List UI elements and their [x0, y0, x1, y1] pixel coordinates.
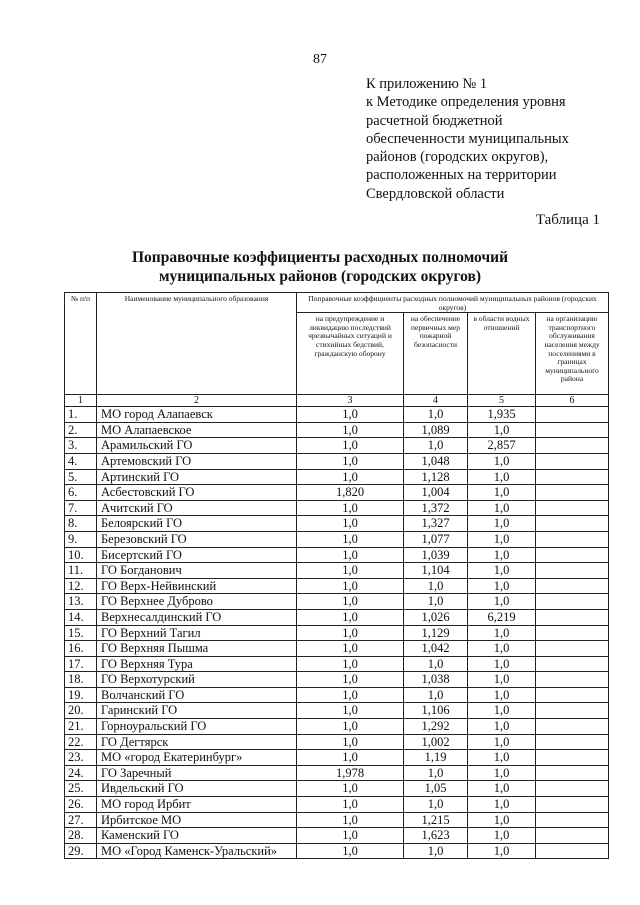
municipality-name: Ачитский ГО: [97, 500, 297, 516]
row-number: 1.: [65, 407, 97, 423]
row-number: 8.: [65, 516, 97, 532]
fire-safety-coefficient: 1,026: [404, 609, 468, 625]
water-relations-coefficient: 1,0: [468, 828, 536, 844]
water-relations-coefficient: 1,0: [468, 687, 536, 703]
fire-safety-coefficient: 1,104: [404, 563, 468, 579]
municipality-name: ГО Заречный: [97, 765, 297, 781]
header-fire-safety: на обеспечение первичных мер пожарной безопасности: [404, 313, 468, 395]
water-relations-coefficient: 1,0: [468, 422, 536, 438]
emergency-coefficient: 1,820: [297, 485, 404, 501]
table-row: [65, 812, 609, 828]
water-relations-coefficient: 1,0: [468, 516, 536, 532]
fire-safety-coefficient: 1,0: [404, 656, 468, 672]
header-coefficients-group: Поправочные коэффициенты расходных полномочий муниципальных районов (городских округов): [297, 293, 609, 313]
fire-safety-coefficient: 1,089: [404, 422, 468, 438]
fire-safety-coefficient: 1,038: [404, 672, 468, 688]
table-row: [65, 656, 609, 672]
header-municipality-name: Наименование муниципального образования: [97, 293, 297, 395]
emergency-coefficient: 1,0: [297, 547, 404, 563]
table-row: [65, 672, 609, 688]
table-row: [65, 578, 609, 594]
title-line-2: муниципальных районов (городских округов): [158, 268, 482, 285]
column-number: 3: [297, 395, 404, 407]
row-number: 17.: [65, 656, 97, 672]
emergency-coefficient: 1,0: [297, 500, 404, 516]
municipality-name: Асбестовский ГО: [97, 485, 297, 501]
appendix-line: К приложению № 1: [366, 76, 488, 92]
table-row: [65, 734, 609, 750]
fire-safety-coefficient: 1,129: [404, 625, 468, 641]
header-transport-service: на организацию транспортного обслуживания населения между поселениями в границах муниципального района: [536, 313, 609, 395]
water-relations-coefficient: 1,0: [468, 781, 536, 797]
water-relations-coefficient: 1,935: [468, 407, 536, 423]
table-row: [65, 719, 609, 735]
emergency-coefficient: 1,0: [297, 625, 404, 641]
row-number: 25.: [65, 781, 97, 797]
table-row: [65, 843, 609, 859]
water-relations-coefficient: 1,0: [468, 719, 536, 735]
appendix-line: Свердловской области: [366, 185, 505, 202]
water-relations-coefficient: 1,0: [468, 797, 536, 813]
municipality-name: МО «Город Каменск-Уральский»: [97, 843, 297, 859]
table-row: [65, 407, 609, 423]
table-row: [65, 765, 609, 781]
emergency-coefficient: 1,0: [297, 531, 404, 547]
municipality-name: ГО Верхотурский: [97, 672, 297, 688]
municipality-name: Березовский ГО: [97, 531, 297, 547]
transport-coefficient: [536, 641, 609, 657]
transport-coefficient: [536, 500, 609, 516]
row-number: 21.: [65, 719, 97, 735]
fire-safety-coefficient: 1,19: [404, 750, 468, 766]
municipality-name: Каменский ГО: [97, 828, 297, 844]
fire-safety-coefficient: 1,0: [404, 578, 468, 594]
table-row: [65, 500, 609, 516]
transport-coefficient: [536, 812, 609, 828]
transport-coefficient: [536, 625, 609, 641]
water-relations-coefficient: 1,0: [468, 703, 536, 719]
transport-coefficient: [536, 797, 609, 813]
coefficients-table: [64, 292, 609, 859]
header-emergency-civil-defense: на предупреждение и ликвидацию последствий чрезвычайных ситуаций и стихийных бедствий, гражданскую оборону: [297, 313, 404, 395]
emergency-coefficient: 1,0: [297, 797, 404, 813]
water-relations-coefficient: 1,0: [468, 812, 536, 828]
transport-coefficient: [536, 781, 609, 797]
municipality-name: ГО Дегтярск: [97, 734, 297, 750]
row-number: 11.: [65, 563, 97, 579]
table-row: [65, 469, 609, 485]
water-relations-coefficient: 2,857: [468, 438, 536, 454]
emergency-coefficient: 1,0: [297, 812, 404, 828]
row-number: 23.: [65, 750, 97, 766]
water-relations-coefficient: 1,0: [468, 578, 536, 594]
emergency-coefficient: 1,0: [297, 734, 404, 750]
municipality-name: ГО Верхняя Пышма: [97, 641, 297, 657]
row-number: 18.: [65, 672, 97, 688]
table-row: [65, 531, 609, 547]
table-row: [65, 438, 609, 454]
table-row: [65, 641, 609, 657]
transport-coefficient: [536, 516, 609, 532]
fire-safety-coefficient: 1,372: [404, 500, 468, 516]
emergency-coefficient: 1,0: [297, 719, 404, 735]
emergency-coefficient: 1,0: [297, 687, 404, 703]
emergency-coefficient: 1,978: [297, 765, 404, 781]
municipality-name: Артемовский ГО: [97, 453, 297, 469]
row-number: 15.: [65, 625, 97, 641]
water-relations-coefficient: 1,0: [468, 563, 536, 579]
water-relations-coefficient: 1,0: [468, 843, 536, 859]
row-number: 10.: [65, 547, 97, 563]
fire-safety-coefficient: 1,077: [404, 531, 468, 547]
column-numbers-row: [65, 395, 609, 407]
row-number: 28.: [65, 828, 97, 844]
table-row: [65, 563, 609, 579]
emergency-coefficient: 1,0: [297, 609, 404, 625]
water-relations-coefficient: 6,219: [468, 609, 536, 625]
water-relations-coefficient: 1,0: [468, 453, 536, 469]
table-row: [65, 797, 609, 813]
row-number: 27.: [65, 812, 97, 828]
transport-coefficient: [536, 485, 609, 501]
table-row: [65, 422, 609, 438]
fire-safety-coefficient: 1,0: [404, 594, 468, 610]
fire-safety-coefficient: 1,0: [404, 407, 468, 423]
fire-safety-coefficient: 1,039: [404, 547, 468, 563]
appendix-line: обеспеченности муниципальных: [366, 130, 569, 147]
emergency-coefficient: 1,0: [297, 516, 404, 532]
transport-coefficient: [536, 750, 609, 766]
emergency-coefficient: 1,0: [297, 578, 404, 594]
municipality-name: ГО Верхний Тагил: [97, 625, 297, 641]
municipality-name: Ивдельский ГО: [97, 781, 297, 797]
column-number: 6: [536, 395, 609, 407]
row-number: 5.: [65, 469, 97, 485]
row-number: 6.: [65, 485, 97, 501]
fire-safety-coefficient: 1,0: [404, 687, 468, 703]
fire-safety-coefficient: 1,002: [404, 734, 468, 750]
row-number: 4.: [65, 453, 97, 469]
emergency-coefficient: 1,0: [297, 656, 404, 672]
municipality-name: Артинский ГО: [97, 469, 297, 485]
municipality-name: Ирбитское МО: [97, 812, 297, 828]
emergency-coefficient: 1,0: [297, 828, 404, 844]
transport-coefficient: [536, 578, 609, 594]
emergency-coefficient: 1,0: [297, 438, 404, 454]
transport-coefficient: [536, 531, 609, 547]
row-number: 14.: [65, 609, 97, 625]
municipality-name: Бисертский ГО: [97, 547, 297, 563]
municipality-name: МО Алапаевское: [97, 422, 297, 438]
water-relations-coefficient: 1,0: [468, 656, 536, 672]
page-number: 87: [313, 52, 327, 67]
table-row: [65, 609, 609, 625]
transport-coefficient: [536, 453, 609, 469]
emergency-coefficient: 1,0: [297, 469, 404, 485]
transport-coefficient: [536, 672, 609, 688]
emergency-coefficient: 1,0: [297, 750, 404, 766]
fire-safety-coefficient: 1,0: [404, 843, 468, 859]
header-number: № п/п: [65, 293, 97, 395]
transport-coefficient: [536, 703, 609, 719]
water-relations-coefficient: 1,0: [468, 765, 536, 781]
column-number: 5: [468, 395, 536, 407]
municipality-name: ГО Богданович: [97, 563, 297, 579]
emergency-coefficient: 1,0: [297, 641, 404, 657]
column-number: 1: [65, 395, 97, 407]
table-row: [65, 516, 609, 532]
transport-coefficient: [536, 547, 609, 563]
document-title: [0, 248, 640, 286]
fire-safety-coefficient: 1,292: [404, 719, 468, 735]
municipality-name: ГО Верх-Нейвинский: [97, 578, 297, 594]
water-relations-coefficient: 1,0: [468, 500, 536, 516]
transport-coefficient: [536, 407, 609, 423]
table-row: [65, 547, 609, 563]
row-number: 22.: [65, 734, 97, 750]
appendix-reference: [366, 75, 569, 203]
emergency-coefficient: 1,0: [297, 594, 404, 610]
municipality-name: ГО Верхняя Тура: [97, 656, 297, 672]
fire-safety-coefficient: 1,0: [404, 765, 468, 781]
fire-safety-coefficient: 1,048: [404, 453, 468, 469]
municipality-name: ГО Верхнее Дуброво: [97, 594, 297, 610]
municipality-name: МО город Алапаевск: [97, 407, 297, 423]
emergency-coefficient: 1,0: [297, 703, 404, 719]
fire-safety-coefficient: 1,215: [404, 812, 468, 828]
municipality-name: Горноуральский ГО: [97, 719, 297, 735]
transport-coefficient: [536, 719, 609, 735]
table-row: [65, 703, 609, 719]
emergency-coefficient: 1,0: [297, 781, 404, 797]
municipality-name: Белоярский ГО: [97, 516, 297, 532]
table-row: [65, 687, 609, 703]
water-relations-coefficient: 1,0: [468, 625, 536, 641]
municipality-name: МО «город Екатеринбург»: [97, 750, 297, 766]
transport-coefficient: [536, 438, 609, 454]
emergency-coefficient: 1,0: [297, 422, 404, 438]
water-relations-coefficient: 1,0: [468, 594, 536, 610]
row-number: 7.: [65, 500, 97, 516]
row-number: 3.: [65, 438, 97, 454]
water-relations-coefficient: 1,0: [468, 641, 536, 657]
fire-safety-coefficient: 1,623: [404, 828, 468, 844]
row-number: 20.: [65, 703, 97, 719]
transport-coefficient: [536, 687, 609, 703]
table-row: [65, 453, 609, 469]
appendix-line: районов (городских округов),: [366, 149, 549, 166]
water-relations-coefficient: 1,0: [468, 750, 536, 766]
fire-safety-coefficient: 1,327: [404, 516, 468, 532]
fire-safety-coefficient: 1,004: [404, 485, 468, 501]
water-relations-coefficient: 1,0: [468, 531, 536, 547]
table-label: Таблица 1: [535, 212, 600, 228]
table-row: [65, 828, 609, 844]
transport-coefficient: [536, 609, 609, 625]
municipality-name: Гаринский ГО: [97, 703, 297, 719]
fire-safety-coefficient: 1,05: [404, 781, 468, 797]
fire-safety-coefficient: 1,128: [404, 469, 468, 485]
fire-safety-coefficient: 1,0: [404, 438, 468, 454]
table-row: [65, 594, 609, 610]
table-row: [65, 485, 609, 501]
water-relations-coefficient: 1,0: [468, 485, 536, 501]
row-number: 29.: [65, 843, 97, 859]
transport-coefficient: [536, 765, 609, 781]
appendix-line: расчетной бюджетной: [366, 112, 503, 129]
fire-safety-coefficient: 1,0: [404, 797, 468, 813]
table-row: [65, 625, 609, 641]
row-number: 26.: [65, 797, 97, 813]
fire-safety-coefficient: 1,106: [404, 703, 468, 719]
municipality-name: Волчанский ГО: [97, 687, 297, 703]
transport-coefficient: [536, 469, 609, 485]
emergency-coefficient: 1,0: [297, 672, 404, 688]
water-relations-coefficient: 1,0: [468, 469, 536, 485]
municipality-name: Арамильский ГО: [97, 438, 297, 454]
row-number: 12.: [65, 578, 97, 594]
column-number: 4: [404, 395, 468, 407]
transport-coefficient: [536, 594, 609, 610]
emergency-coefficient: 1,0: [297, 563, 404, 579]
header-water-relations: в области водных отношений: [468, 313, 536, 395]
table-row: [65, 750, 609, 766]
row-number: 24.: [65, 765, 97, 781]
transport-coefficient: [536, 656, 609, 672]
row-number: 9.: [65, 531, 97, 547]
table-row: [65, 781, 609, 797]
row-number: 2.: [65, 422, 97, 438]
transport-coefficient: [536, 422, 609, 438]
water-relations-coefficient: 1,0: [468, 547, 536, 563]
emergency-coefficient: 1,0: [297, 843, 404, 859]
emergency-coefficient: 1,0: [297, 453, 404, 469]
water-relations-coefficient: 1,0: [468, 672, 536, 688]
row-number: 19.: [65, 687, 97, 703]
row-number: 13.: [65, 594, 97, 610]
municipality-name: Верхнесалдинский ГО: [97, 609, 297, 625]
transport-coefficient: [536, 828, 609, 844]
appendix-line: расположенных на территории: [366, 167, 557, 184]
column-number: 2: [97, 395, 297, 407]
title-line-1: Поправочные коэффициенты расходных полномочий: [131, 249, 509, 266]
fire-safety-coefficient: 1,042: [404, 641, 468, 657]
municipality-name: МО город Ирбит: [97, 797, 297, 813]
row-number: 16.: [65, 641, 97, 657]
transport-coefficient: [536, 734, 609, 750]
water-relations-coefficient: 1,0: [468, 734, 536, 750]
appendix-line: к Методике определения уровня: [366, 94, 566, 111]
emergency-coefficient: 1,0: [297, 407, 404, 423]
transport-coefficient: [536, 563, 609, 579]
transport-coefficient: [536, 843, 609, 859]
